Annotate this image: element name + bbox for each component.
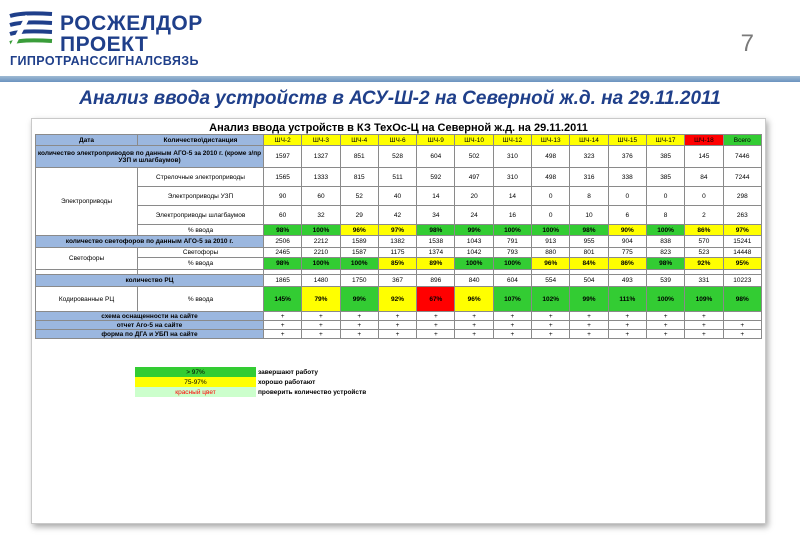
table-cell: 775: [608, 248, 646, 258]
table-cell: 570: [685, 236, 723, 248]
table-cell: +: [302, 321, 340, 330]
table-cell: 1865: [264, 275, 302, 287]
data-table: [35, 134, 762, 339]
table-cell: 14: [417, 187, 455, 206]
pct-cell: 98%: [417, 225, 455, 236]
table-cell: 316: [570, 168, 608, 187]
table-row: [36, 168, 762, 187]
pct-cell: 100%: [646, 225, 684, 236]
table-cell: 2465: [264, 248, 302, 258]
table-cell: 90: [264, 187, 302, 206]
table-cell: 1043: [455, 236, 493, 248]
table-row: [36, 321, 762, 330]
drives-pct-label: % ввода: [138, 225, 264, 236]
sub-label: Светофоры: [138, 248, 264, 258]
table-cell: 40: [378, 187, 416, 206]
table-title: Анализ ввода устройств в КЗ ТехОс-Ц на Северной ж.д. на 29.11.2011: [209, 122, 588, 134]
sub-label: Стрелочные электроприводы: [138, 168, 264, 187]
table-cell: 385: [646, 146, 684, 168]
table-cell: 554: [532, 275, 570, 287]
table-cell: 604: [493, 275, 531, 287]
table-cell: 10223: [723, 275, 761, 287]
table-cell: 823: [646, 248, 684, 258]
table-cell: 1750: [340, 275, 378, 287]
pct-cell: 100%: [340, 258, 378, 270]
rc-count-label: количество РЦ: [36, 275, 264, 287]
pct-cell: 100%: [493, 225, 531, 236]
table-cell: +: [570, 321, 608, 330]
table-cell: +: [570, 330, 608, 339]
table-row: [36, 248, 762, 258]
table-cell: +: [608, 330, 646, 339]
pct-cell: 98%: [646, 258, 684, 270]
table-cell: 15241: [723, 236, 761, 248]
pct-cell: 84%: [570, 258, 608, 270]
brand-line-3: ГИПРОТРАНССИГНАЛСВЯЗЬ: [10, 54, 199, 68]
pct-cell: 111%: [608, 287, 646, 312]
table-cell: 793: [493, 248, 531, 258]
table-cell: 1042: [455, 248, 493, 258]
table-row: [36, 206, 762, 225]
table-cell: +: [646, 321, 684, 330]
table-image: [31, 118, 766, 524]
pct-cell: 90%: [608, 225, 646, 236]
table-cell: 32: [302, 206, 340, 225]
table-cell: 904: [608, 236, 646, 248]
table-cell: 1597: [264, 146, 302, 168]
table-cell: +: [685, 312, 723, 321]
legend-row: [135, 367, 368, 377]
table-row: [36, 312, 762, 321]
table-cell: +: [340, 321, 378, 330]
page-number: 7: [740, 30, 754, 57]
table-cell: +: [417, 330, 455, 339]
column-header: ШЧ-13: [532, 135, 570, 146]
table-cell: +: [455, 321, 493, 330]
table-cell: +: [608, 321, 646, 330]
table-cell: 42: [378, 206, 416, 225]
pct-cell: 95%: [723, 258, 761, 270]
rc-category: Кодированные РЦ: [36, 287, 138, 312]
table-cell: 2506: [264, 236, 302, 248]
table-cell: 310: [493, 168, 531, 187]
pct-cell: 100%: [302, 225, 340, 236]
table-cell: 367: [378, 275, 416, 287]
table-cell: 1382: [378, 236, 416, 248]
column-header: ШЧ-15: [608, 135, 646, 146]
column-header: ШЧ-14: [570, 135, 608, 146]
drives-count-label: количество электроприводов по данным АГО-5 за 2010 г. (кроме з/пр УЗП и шлагбаумов): [36, 146, 264, 168]
table-cell: 52: [340, 187, 378, 206]
table-cell: 528: [378, 146, 416, 168]
table-cell: 0: [532, 206, 570, 225]
table-cell: 1374: [417, 248, 455, 258]
table-cell: 493: [608, 275, 646, 287]
pct-cell: 145%: [264, 287, 302, 312]
table-cell: +: [685, 321, 723, 330]
table-cell: 20: [455, 187, 493, 206]
pct-cell: 99%: [455, 225, 493, 236]
table-cell: 145: [685, 146, 723, 168]
table-cell: +: [493, 330, 531, 339]
rail-logo-icon: [8, 10, 54, 52]
column-header: ШЧ-4: [340, 135, 378, 146]
table-cell: 955: [570, 236, 608, 248]
table-cell: 60: [264, 206, 302, 225]
table-cell: 0: [532, 187, 570, 206]
table-cell: 84: [685, 168, 723, 187]
table-cell: 0: [685, 187, 723, 206]
table-cell: 0: [646, 187, 684, 206]
table-cell: 323: [570, 146, 608, 168]
table-cell: 1333: [302, 168, 340, 187]
pct-cell: 96%: [532, 258, 570, 270]
table-cell: 10: [570, 206, 608, 225]
table-cell: 14448: [723, 248, 761, 258]
legend-text: проверить количество устройств: [258, 388, 367, 396]
sub-label: Электроприводы шлагбаумов: [138, 206, 264, 225]
pct-cell: 79%: [302, 287, 340, 312]
table-cell: 8: [570, 187, 608, 206]
drives-category: Электроприводы: [36, 168, 138, 236]
pct-cell: 98%: [264, 258, 302, 270]
pct-cell: 97%: [723, 225, 761, 236]
column-header: Всего: [723, 135, 761, 146]
pct-cell: 100%: [493, 258, 531, 270]
table-cell: +: [646, 330, 684, 339]
table-cell: 331: [685, 275, 723, 287]
column-header: ШЧ-2: [264, 135, 302, 146]
logo: [8, 10, 308, 68]
table-cell: 16: [493, 206, 531, 225]
table-cell: +: [264, 330, 302, 339]
divider: [0, 76, 800, 82]
legend-swatch: > 97%: [135, 367, 256, 377]
table-cell: 1538: [417, 236, 455, 248]
table-cell: 801: [570, 248, 608, 258]
table-cell: 592: [417, 168, 455, 187]
pct-cell: 98%: [570, 225, 608, 236]
legend-text: хорошо работают: [258, 378, 316, 386]
table-cell: 502: [455, 146, 493, 168]
pct-cell: 92%: [685, 258, 723, 270]
table-cell: 896: [417, 275, 455, 287]
table-cell: 791: [493, 236, 531, 248]
table-cell: +: [417, 321, 455, 330]
table-cell: +: [378, 330, 416, 339]
legend-row: [135, 377, 368, 387]
legend-swatch: 75-97%: [135, 377, 256, 387]
table-cell: +: [378, 321, 416, 330]
column-header: ШЧ-9: [417, 135, 455, 146]
table-cell: 29: [340, 206, 378, 225]
table-cell: 851: [340, 146, 378, 168]
pct-cell: 98%: [264, 225, 302, 236]
table-cell: +: [417, 312, 455, 321]
brand-line-1: РОСЖЕЛДОР: [60, 12, 203, 35]
table-cell: 840: [455, 275, 493, 287]
column-header: ШЧ-12: [493, 135, 531, 146]
table-cell: +: [302, 330, 340, 339]
table-cell: +: [570, 312, 608, 321]
pct-cell: 100%: [302, 258, 340, 270]
legend-text: завершают работу: [258, 368, 319, 376]
pct-cell: 99%: [340, 287, 378, 312]
table-row: [36, 258, 762, 270]
column-header: ШЧ-6: [378, 135, 416, 146]
table-cell: +: [340, 330, 378, 339]
table-cell: 880: [532, 248, 570, 258]
pct-cell: 107%: [493, 287, 531, 312]
table-cell: +: [340, 312, 378, 321]
legend-swatch: красный цвет: [135, 387, 256, 397]
legend-table: [135, 367, 368, 397]
pct-cell: 85%: [378, 258, 416, 270]
column-header: ШЧ-3: [302, 135, 340, 146]
table-cell: 2210: [302, 248, 340, 258]
table-cell: 1587: [340, 248, 378, 258]
table-cell: 376: [608, 146, 646, 168]
table-cell: 523: [685, 248, 723, 258]
table-cell: 604: [417, 146, 455, 168]
table-cell: 298: [723, 187, 761, 206]
table-cell: +: [378, 312, 416, 321]
table-cell: 34: [417, 206, 455, 225]
pct-cell: 89%: [417, 258, 455, 270]
table-cell: +: [723, 330, 761, 339]
table-row: [36, 225, 762, 236]
table-cell: +: [302, 312, 340, 321]
lights-count-label: количество светофоров по данным АГО-5 за 2010 г.: [36, 236, 264, 248]
header-date: Дата: [36, 135, 138, 146]
report-label: отчет Аго-5 на сайте: [36, 321, 264, 330]
table-cell: 498: [532, 168, 570, 187]
column-header: ШЧ-17: [646, 135, 684, 146]
table-cell: 504: [570, 275, 608, 287]
table-cell: 14: [493, 187, 531, 206]
table-cell: +: [532, 330, 570, 339]
rc-pct-label: % ввода: [138, 287, 264, 312]
table-cell: 2212: [302, 236, 340, 248]
table-cell: 338: [608, 168, 646, 187]
table-cell: +: [723, 321, 761, 330]
table-cell: 7446: [723, 146, 761, 168]
pct-cell: 86%: [608, 258, 646, 270]
table-cell: [723, 312, 761, 321]
pct-cell: 86%: [685, 225, 723, 236]
table-cell: +: [493, 321, 531, 330]
table-cell: +: [264, 312, 302, 321]
table-cell: +: [493, 312, 531, 321]
pct-cell: 100%: [532, 225, 570, 236]
table-cell: 6: [608, 206, 646, 225]
pct-cell: 109%: [685, 287, 723, 312]
sub-label: Электроприводы УЗП: [138, 187, 264, 206]
table-cell: 1175: [378, 248, 416, 258]
pct-cell: 97%: [378, 225, 416, 236]
column-header: ШЧ-10: [455, 135, 493, 146]
pct-cell: 96%: [455, 287, 493, 312]
pct-cell: 92%: [378, 287, 416, 312]
table-cell: 1480: [302, 275, 340, 287]
pct-cell: 102%: [532, 287, 570, 312]
pct-cell: 100%: [455, 258, 493, 270]
table-cell: 1589: [340, 236, 378, 248]
table-cell: +: [685, 330, 723, 339]
slide-title: Анализ ввода устройств в АСУ-Ш-2 на Северной ж.д. на 29.11.2011: [79, 88, 721, 109]
pct-cell: 99%: [570, 287, 608, 312]
table-cell: 60: [302, 187, 340, 206]
table-cell: 1565: [264, 168, 302, 187]
table-cell: 263: [723, 206, 761, 225]
table-cell: 24: [455, 206, 493, 225]
lights-pct-label: % ввода: [138, 258, 264, 270]
table-cell: 2: [685, 206, 723, 225]
table-cell: 497: [455, 168, 493, 187]
table-row: [36, 187, 762, 206]
header-qty: Количество\дистанция: [138, 135, 264, 146]
pct-cell: 100%: [646, 287, 684, 312]
table-cell: 838: [646, 236, 684, 248]
table-cell: 1327: [302, 146, 340, 168]
brand-line-2: ПРОЕКТ: [60, 33, 149, 56]
table-cell: +: [264, 321, 302, 330]
table-cell: 310: [493, 146, 531, 168]
table-row: [36, 135, 762, 146]
pct-cell: 98%: [723, 287, 761, 312]
table-cell: 7244: [723, 168, 761, 187]
table-cell: 913: [532, 236, 570, 248]
pct-cell: 67%: [417, 287, 455, 312]
table-row: [36, 275, 762, 287]
column-header: ШЧ-18: [685, 135, 723, 146]
table-cell: 539: [646, 275, 684, 287]
table-row: [36, 236, 762, 248]
table-cell: 385: [646, 168, 684, 187]
lights-category: Светофоры: [36, 248, 138, 270]
table-cell: +: [646, 312, 684, 321]
scheme-label: схема оснащенности на сайте: [36, 312, 264, 321]
table-cell: 815: [340, 168, 378, 187]
table-cell: +: [532, 312, 570, 321]
table-cell: 498: [532, 146, 570, 168]
table-cell: 8: [646, 206, 684, 225]
table-cell: +: [608, 312, 646, 321]
form-label: форма по ДГА и УБП на сайте: [36, 330, 264, 339]
table-row: [36, 330, 762, 339]
table-cell: 511: [378, 168, 416, 187]
pct-cell: 96%: [340, 225, 378, 236]
table-cell: 0: [608, 187, 646, 206]
table-row: [36, 146, 762, 168]
legend-row: [135, 387, 368, 397]
table-cell: +: [532, 321, 570, 330]
table-cell: +: [455, 330, 493, 339]
table-row: [36, 287, 762, 312]
table-cell: +: [455, 312, 493, 321]
